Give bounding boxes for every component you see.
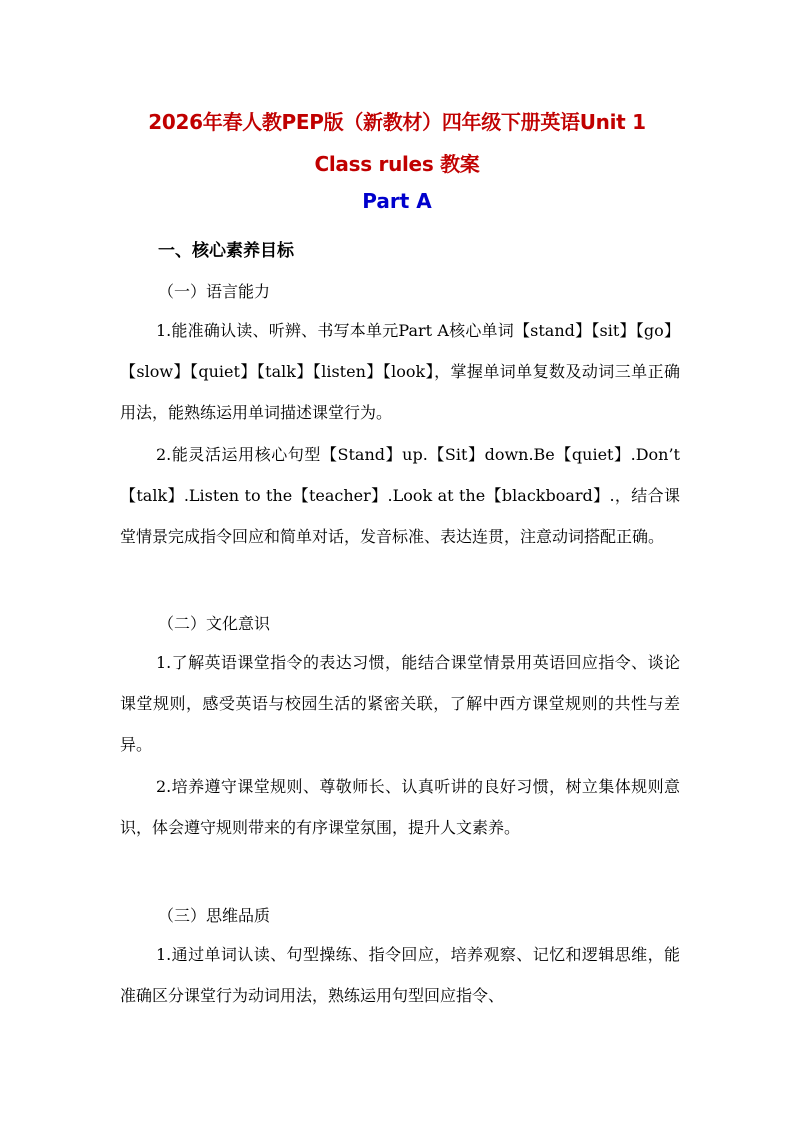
document-title-line1: 2026年春人教PEP版（新教材）四年级下册英语Unit 1 [148, 110, 646, 134]
subsection-thinking: （三）思维品质 [158, 906, 271, 925]
paragraph-culture-2: 2.培养遵守课堂规则、尊敬师长、认真听讲的良好习惯，树立集体规则意识，体会遵守规则带来的有序课堂氛围，提升人文素养。 [120, 777, 680, 837]
part-heading: Part A [362, 189, 432, 213]
subsection-culture: （二）文化意识 [158, 614, 271, 633]
paragraph-language-1: 1.能准确认读、听辨、书写本单元Part A核心单词【stand】【sit】【go】【slow】【quiet】【talk】【listen】【look】，掌握单词单复数及动词三单正确用法，能熟练运用单词描述课堂行为。 [120, 321, 680, 422]
paragraph-thinking-1: 1.通过单词认读、句型操练、指令回应，培养观察、记忆和逻辑思维，能准确区分课堂行为动词用法，熟练运用句型回应指令、 [120, 945, 680, 1005]
section-heading: 一、核心素养目标 [158, 241, 294, 261]
document-title-line2: Class rules 教案 [314, 152, 480, 176]
subsection-language: （一）语言能力 [158, 282, 271, 301]
paragraph-culture-1: 1.了解英语课堂指令的表达习惯，能结合课堂情景用英语回应指令、谈论课堂规则，感受英语与校园生活的紧密关联，了解中西方课堂规则的共性与差异。 [120, 653, 680, 754]
paragraph-language-2: 2.能灵活运用核心句型【Stand】up.【Sit】down.Be【quiet】.Don’t【talk】.Listen to the【teacher】.Look at the【blackboard】.，结合课堂情景完成指令回应和简单对话，发音标准、表达连贯，注意动词搭配正确。 [120, 445, 680, 546]
